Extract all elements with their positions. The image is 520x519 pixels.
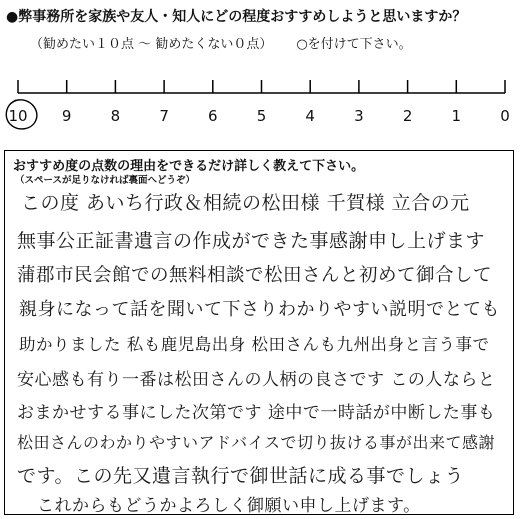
question-instructions bbox=[30, 33, 412, 52]
comment-line: 親身になって話を聞いて下さりわかりやすい説明でとても bbox=[19, 299, 500, 320]
scale-label[interactable]: 5 bbox=[256, 107, 267, 125]
range-left-text: （勧めたい１０点 bbox=[30, 37, 135, 52]
reason-note: （スペースが足りなければ裏面へどうぞ） bbox=[15, 175, 196, 186]
scale-label[interactable]: 8 bbox=[110, 107, 121, 125]
question-text: 弊事務所を家族や友人・知人にどの程度おすすめしようと思いますか？ bbox=[18, 9, 467, 25]
question-heading bbox=[6, 6, 466, 26]
comment-line: です。この先又遺言執行で御世話に成る事でしょう bbox=[17, 465, 464, 487]
comment-line: おまかせする事にした次第です 途中で一時話が中断した事も bbox=[17, 403, 496, 423]
comment-line: これからもどうかよろしく御願い申し上げます。 bbox=[37, 496, 421, 516]
scale-label[interactable]: 10 bbox=[8, 107, 28, 125]
scale-label[interactable]: 4 bbox=[305, 107, 315, 125]
comment-line: 蒲郡市民会館での無料相談で松田さんと初めて御合して bbox=[17, 265, 493, 286]
instruction-text: ○を付けて下さい。 bbox=[296, 37, 412, 52]
scale-label[interactable]: 1 bbox=[451, 107, 462, 125]
reason-box bbox=[4, 150, 514, 515]
scale-label[interactable]: 6 bbox=[208, 107, 218, 125]
comment-line: 松田さんのわかりやすいアドバイスで切り抜ける事が出来て感謝 bbox=[17, 433, 496, 452]
range-tilde-text: ～ bbox=[138, 37, 152, 52]
range-right-text: 勧めたくない０点） bbox=[155, 37, 273, 52]
comment-line: この度 あいち行政＆相続の松田様 千賀様 立合の元 bbox=[21, 192, 470, 214]
comment-line: 安心感も有り一番は松田さんの人柄の良さです この人ならと bbox=[17, 370, 496, 390]
scale-label[interactable]: 3 bbox=[354, 107, 364, 125]
bullet-icon: ● bbox=[6, 9, 19, 25]
scale-label[interactable]: 0 bbox=[500, 107, 510, 125]
scale-label[interactable]: 2 bbox=[402, 107, 413, 125]
scale-label[interactable]: 7 bbox=[159, 107, 169, 125]
comment-line: 無事公正証書遺言の作成ができた事感謝申し上げます bbox=[17, 230, 486, 252]
reason-title: おすすめ度の点数の理由をできるだけ詳しく教えて下さい。 bbox=[13, 159, 365, 174]
comment-line: 助かりました 私も鹿児島出身 松田さんも九州出身と言う事で bbox=[19, 335, 490, 354]
scale-label[interactable]: 9 bbox=[61, 107, 72, 125]
